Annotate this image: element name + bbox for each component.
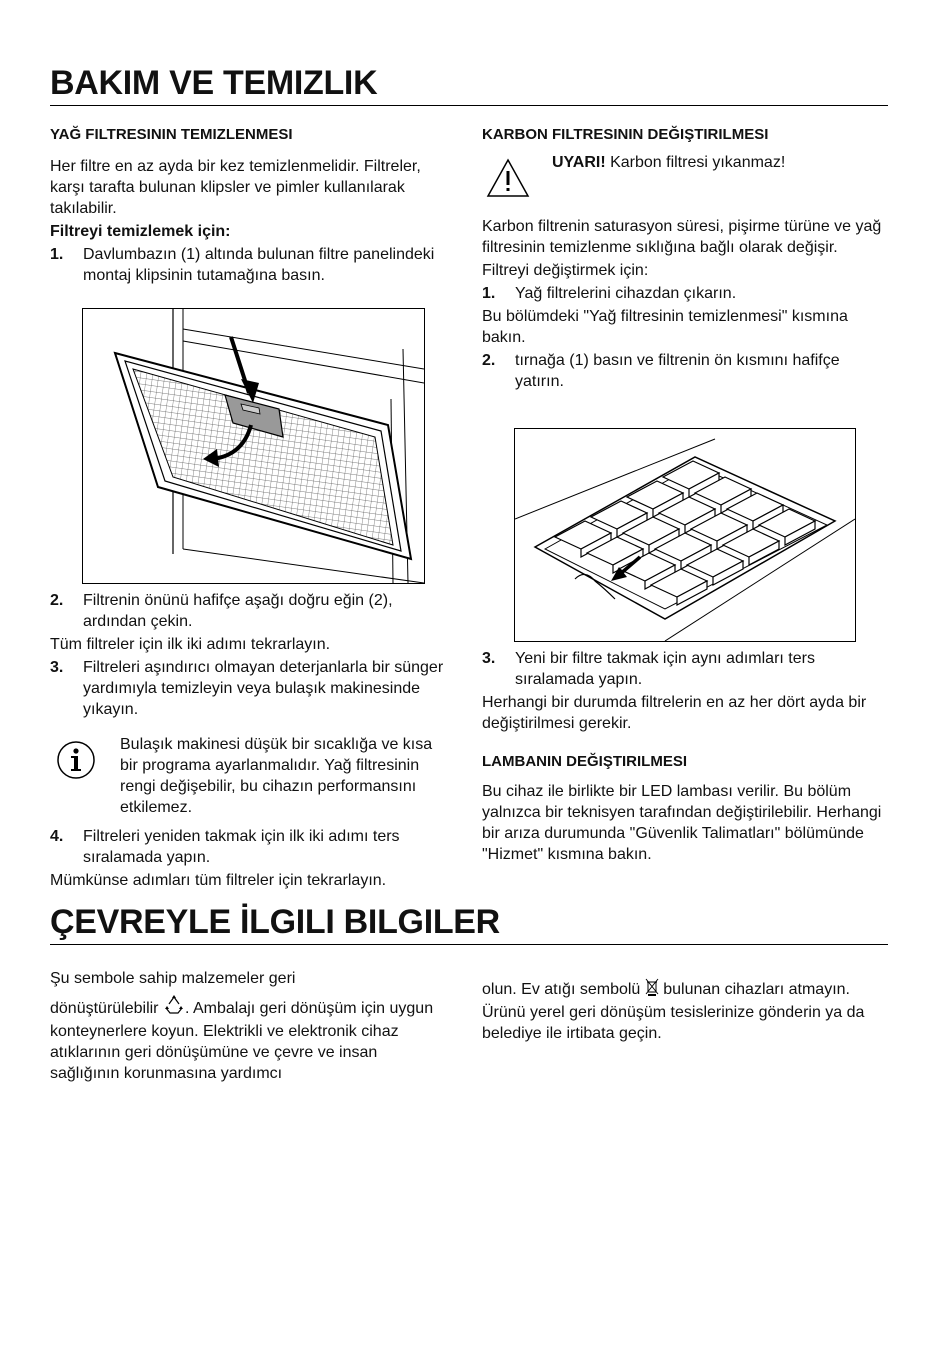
carbon-filter-outro: Herhangi bir durumda filtrelerin en az her dört ayda bir değiştirilmesi gerekir. [482, 694, 867, 732]
crossed-bin-icon [645, 978, 659, 1002]
carbon-filter-steps-continued [482, 648, 884, 867]
warning-icon [486, 158, 530, 204]
grease-filter-illustration [82, 308, 425, 584]
carbon-filter-column [482, 126, 884, 394]
lamp-text: Bu cihaz ile birlikte bir LED lambası verilir. Bu bölüm yalnızca bir teknisyen tarafından değiştirilebilir. Herhangi bir arıza durumunda "Güvenlik Talimatları" bölümünde "Hizmet" kısmına bakın. [482, 783, 882, 863]
repeat-all-note: Mümkünse adımları tüm filtreler için tekrarlayın. [50, 872, 387, 889]
info-icon [56, 740, 96, 786]
grease-filter-column [50, 126, 452, 288]
carbon-step-1 [482, 283, 884, 304]
carbon-filter-heading: KARBON FILTRESININ DEĞIŞTIRILMESI [482, 126, 769, 143]
step-text: Yağ filtrelerini cihazdan çıkarın. [515, 285, 737, 302]
step-number: 2. [50, 592, 64, 609]
recycle-text-rest: . Ambalajı geri dönüşüm için uygun konteynerlere koyun. Elektrikli ve elektronik cihaz atıklarının geri dönüşümüne ve çevre ve insan sağlığının korunmasına yardımcı [50, 1000, 434, 1082]
step-number: 3. [482, 650, 496, 667]
grease-filter-intro: Her filtre en az ayda bir kez temizlenmelidir. Filtreler, karşı tarafta bulunan klipsler ve pimler kullanılarak takılabilir. [50, 158, 421, 217]
grease-filter-subhead: Filtreyi temizlemek için: [50, 223, 231, 240]
step-text: Filtreleri aşındırıcı olmayan deterjanlarla bir sünger yardımıyla temizleyin veya bulaşık makinesinde yıkayın. [83, 659, 444, 718]
step-number: 3. [50, 659, 64, 676]
cross-reference: Bu bölümdeki "Yağ filtresinin temizlenmesi" kısmına bakın. [482, 308, 848, 346]
warning-label: UYARI! [552, 154, 606, 171]
lamp-heading: LAMBANIN DEĞIŞTIRILMESI [482, 753, 687, 770]
step-text: Filtrenin önünü hafifçe aşağı doğru eğin (2), ardından çekin. [83, 592, 393, 630]
grease-filter-drawing [83, 309, 424, 583]
weee-text-b: bulunan cihazları atmayın. Ürünü yerel geri dönüşüm tesislerinize gönderin ya da belediye ile irtibata geçin. [482, 981, 865, 1042]
step-number: 1. [50, 246, 64, 263]
grease-step-1 [50, 244, 452, 286]
recycle-text-body [50, 995, 450, 1084]
grease-filter-steps-continued [50, 590, 452, 893]
carbon-filter-subintro: Filtreyi değiştirmek için: [482, 262, 649, 279]
section-title-maintenance: BAKIM VE TEMIZLIK [50, 64, 888, 106]
carbon-step-2 [482, 350, 884, 392]
step-number: 2. [482, 352, 496, 369]
weee-text-a: olun. Ev atığı sembolü [482, 981, 645, 998]
recycle-icon [163, 995, 185, 1021]
step-number: 1. [482, 285, 496, 302]
info-note-text: Bulaşık makinesi düşük bir sıcaklığa ve kısa bir programa ayarlanmalıdır. Yağ filtresinin rengi değişebilir, bu cihazın performansını etkilemez. [120, 736, 433, 816]
grease-step-3 [50, 657, 452, 720]
warning-text: Karbon filtresi yıkanmaz! [605, 154, 786, 171]
section-title-environment: ÇEVREYLE İLGILI BILGILER [50, 903, 888, 945]
info-note [50, 734, 452, 818]
grease-step-2 [50, 590, 452, 632]
step-text: Yeni bir filtre takmak için aynı adımları ters sıralamada yapın. [515, 650, 815, 688]
carbon-filter-drawing [515, 429, 855, 641]
step-text: Filtreleri yeniden takmak için ilk iki adımı ters sıralamada yapın. [83, 828, 400, 866]
carbon-filter-illustration [514, 428, 856, 642]
repeat-steps-note: Tüm filtreler için ilk iki adımı tekrarlayın. [50, 636, 331, 653]
carbon-step-3 [482, 648, 884, 690]
recycle-text-line1: Şu sembole sahip malzemeler geri [50, 970, 296, 987]
grease-filter-heading: YAĞ FILTRESININ TEMIZLENMESI [50, 126, 293, 143]
recycle-text-line2: dönüştürülebilir [50, 1000, 163, 1017]
step-number: 4. [50, 828, 64, 845]
environment-left-column [50, 968, 450, 1086]
environment-right-column [482, 978, 882, 1046]
carbon-filter-intro: Karbon filtrenin saturasyon süresi, pişirme türüne ve yağ filtresinin temizlenme sıklığına bağlı olarak değişir. [482, 218, 882, 256]
weee-text [482, 978, 882, 1044]
grease-step-4 [50, 826, 452, 868]
warning-box [482, 152, 884, 212]
step-text: tırnağa (1) basın ve filtrenin ön kısmını hafifçe yatırın. [515, 352, 840, 390]
step-text: Davlumbazın (1) altında bulunan filtre panelindeki montaj klipsinin tutamağına basın. [83, 246, 435, 284]
